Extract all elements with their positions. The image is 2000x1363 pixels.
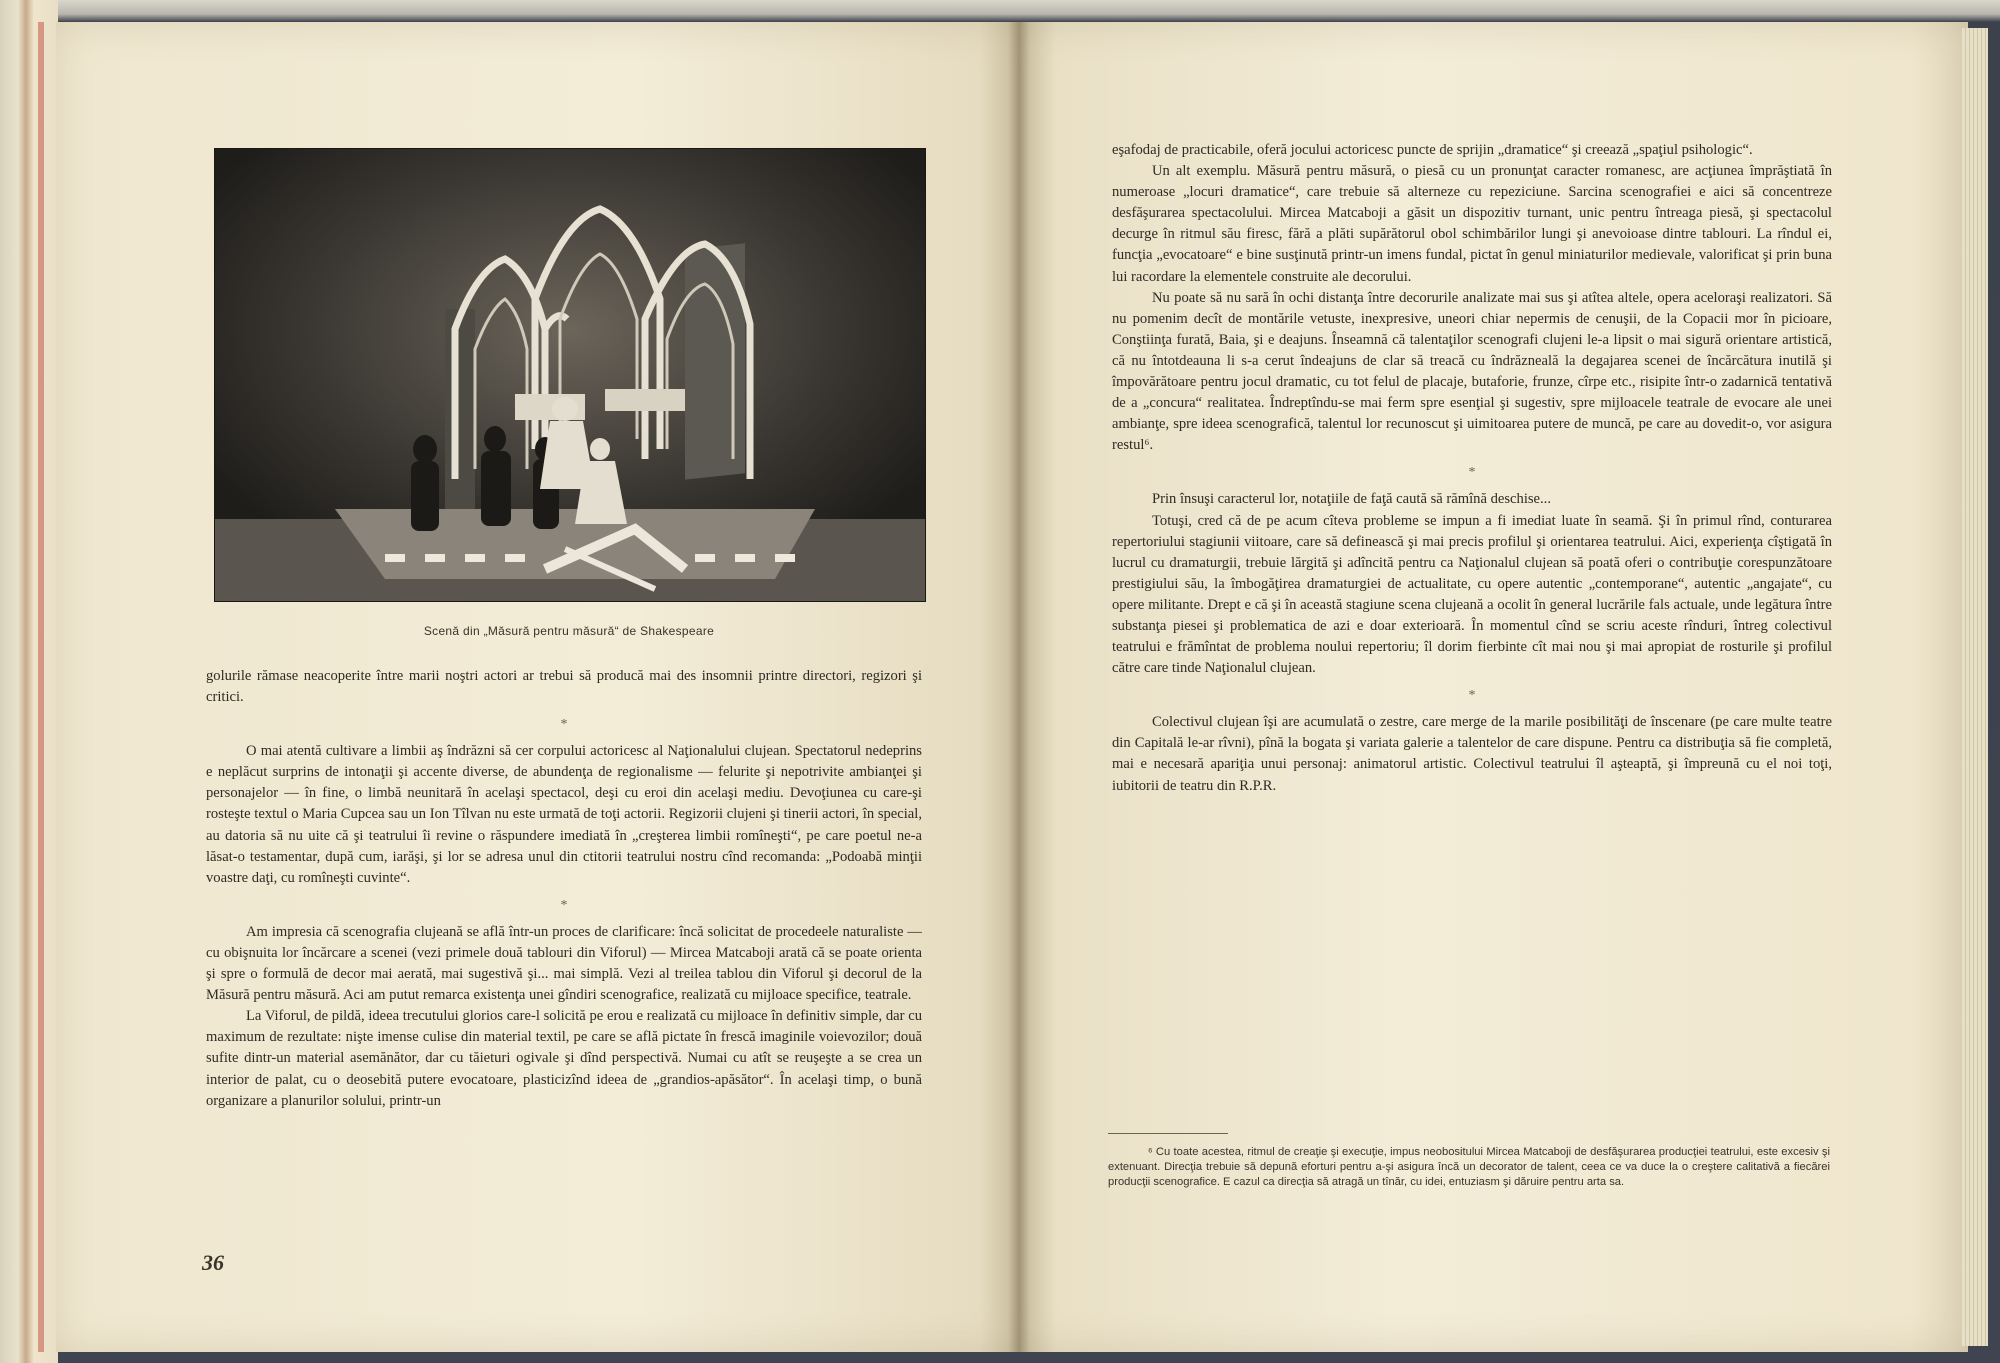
left-edge-red-stain (38, 22, 44, 1352)
paragraph: Colectivul clujean îşi are acumulată o zestre, care merge de la marile posibilităţi de înscenare (pe care multe teatre din Capitală le-ar rîvni), pînă la bogata şi variata galerie a talentelor de care dispune. Pentru ca distribuţia să fie completă, mai e necesară apariţia unui personaj: animatorul artistic. Colectivul teatrului îl aşteaptă, şi împreună cu el noi toţi, iubitorii de teatru din R.P.R. (1112, 714, 1832, 794)
stage-photo (214, 148, 926, 602)
paragraph: Un alt exemplu. Măsură pentru măsură, o piesă cu un pronunţat caracter romanesc, are acţiunea împrăştiată în numeroase „locuri dramatice“, care trebuie să alterneze cu repeziciune. Sarcina scenografiei e aici să concentreze desfăşurarea spectacolului. Mircea Matcaboji a găsit un dispozitiv turnant, unic pentru întreaga piesă, şi spectacolul decurge în ritmul său firesc, fără a plăti supărătorul obol schimbărilor lungi şi anevoioase dintre tablouri. La rîndul ei, funcţia „evocatoare“ e bine susţinută printr-un imens fundal, pictat în genul miniaturilor medievale, valorificat şi prin buna lui racordare la elementele construite ale decorului. (1112, 163, 1832, 285)
book-gutter (1008, 22, 1030, 1352)
left-page-stack-edge (0, 0, 58, 1363)
page-number: 36 (202, 1250, 224, 1275)
section-separator: * (1468, 465, 1476, 481)
paragraph: Am impresia că scenografia clujeană se află într-un proces de clarificare: încă solicitat de procedeele naturaliste — cu obişnuita lor încărcare a scenei (vezi primele două tablouri din Viforul) — Mircea Matcaboji arată că se poate orienta şi spre o formulă de decor mai aerată, mai sugestivă şi... mai simplă. Vezi al treilea tablou din Viforul şi decorul de la Măsură pentru măsură. Aci am putut remarca existenţa unei gîndiri scenografice, realizată cu mijloace specifice, teatrale. (206, 923, 922, 1004)
section-separator: * (560, 897, 568, 913)
left-page-text (206, 666, 922, 1112)
paragraph: Nu poate să nu sară în ochi distanţa între decorurile analizate mai sus şi atîtea altele, opera aceloraşi realizatori. Să nu pomenim decît de montările vetuste, inexpresive, uneori chiar nepermis de cenuşii, de la Copacii mor în picioare, Conştiinţa furată, Baia, şi e deajuns. Înseamnă că talentaţilor scenografi clujeni le-a lipsit o mai sigură orientare artistică, că nu întotdeauna li s-a cerut îndeajuns de clar să treacă cu îndrăzneală la degajarea scenei de încărcătura inutilă şi împovărătoare pentru jocul dramatic, cu tot felul de placaje, butaforie, frunze, cîrpe etc., risipite într-o zadarnică tentativă de a „concura“ realitatea. Îndreptîndu-se mai ferm spre esenţial şi sugestiv, spre mijloacele teatrale de evocare ale unei ambianţe, spre ideea scenografică, talentul lor recunoscut şi uimitoarea putere de muncă, pe care au dovedit-o, vor asigura restul⁶. (1112, 289, 1832, 454)
footnote: ⁶ Cu toate acestea, ritmul de creaţie şi execuţie, impus neobositului Mircea Matcaboji de desfăşurarea producţiei teatrului, este excesiv şi extenuant. Direcţia trebuie să depună eforturi pentru a-şi asigura încă un decorator de talent, ceea ce va duce la o creştere calitativă a fiecărei producţii scenografice. E cazul ca direcţia să atragă un tînăr, cu idei, entuziasm şi dăruire pentru arta sa. (1108, 1146, 1830, 1188)
paragraph: O mai atentă cultivare a limbii aş îndrăzni să cer corpului actoricesc al Naţionalului clujean. Spectatorul nedeprins e neplăcut surprins de intonaţii şi accente diverse, de abundenţa de regionalisme — felurite şi nepotrivite ambianţei şi personajelor — în fine, o limbă neunitară în acelaşi spectacol, deşi cu eroi din acelaşi mediu. Devoţiunea cu care-şi rosteşte textul o Maria Cupcea sau un Ion Tîlvan nu este urmată de toţi actorii. Regizorii clujeni şi tinerii actori, în special, au datoria să nu uite că şi teatrului îi revine o răspundere imediată în „creşterea limbii romîneşti“, pe care poetul ne-a lăsat-o testamentar, după cum, iarăşi, şi lor se adresa unul din ctitorii teatrului nostru cînd recomanda: „Podoabă minţii voastre daţi, cu romîneşti cuvinte“. (206, 743, 922, 886)
paragraph: golurile rămase neacoperite între marii noştri actori ar trebui să producă mai des insomnii printre directori, regizori şi critici. (206, 668, 922, 706)
paragraph: Totuşi, cred că de pe acum cîteva probleme se impun a fi imediat luate în seamă. Şi în primul rînd, conturarea repertoriului stagiunii viitoare, care să definească şi mai precis profilul şi orientarea teatrului. Aici, experienţa cîştigată în lucrul cu dramaturgii, trebuie lărgită şi adîncită pentru ca Naţionalul clujean să poată oferi o contribuţie corespunzătoare prestigiului său, la îmbogăţirea dramaturgiei de actualitate, cu opere autentic „contemporane“, autentic „angajate“, cu opere militante. Drept e că şi în această stagiune scena clujeană a ocolit în general lucrările fals actuale, unde legătura între substanţa piesei şi problematica de azi e doar exterioară. În momentul cînd se scriu aceste rînduri, întreg colectivul teatrului e frămîntat de problema noului repertoriu; îl dorim fierbinte cît mai nou şi mai apropiat de rosturile şi profilul către care tinde Naţionalul clujean. (1112, 512, 1832, 677)
stage-photo-drawing (215, 149, 925, 601)
paragraph: Prin însuşi caracterul lor, notaţiile de faţă caută să rămînă deschise... (1152, 491, 1551, 508)
right-page-text (1112, 140, 1832, 797)
section-separator: * (1468, 688, 1476, 704)
section-separator: * (560, 717, 568, 733)
paragraph: eşafodaj de practicabile, oferă jocului actoricesc puncte de sprijin „dramatice“ şi creează „spaţiul psihologic“. (1112, 142, 1753, 158)
photo-caption: Scenă din „Măsură pentru măsură“ de Shakespeare (423, 624, 715, 638)
footnote-rule (1108, 1133, 1228, 1134)
paragraph: La Viforul, de pildă, ideea trecutului glorios care-l solicită pe erou e realizată cu mijloace în definitiv simple, dar cu maximum de rezultate: nişte imense culise din material textil, pe care se află pictate în frescă imaginile voievozilor; două sufite dintr-un material asemănător, dar cu tăieturi ogivale şi dînd perspectivă. Numai cu atît se reuşeşte a se crea un interior de palat, cu o deosebită putere evocatoare, plasticizînd ideea de „grandios-apăsător“. În acelaşi timp, o bună organizare a planurilor solului, printr-un (206, 1008, 922, 1109)
right-page-stack-edge (1962, 28, 1988, 1346)
